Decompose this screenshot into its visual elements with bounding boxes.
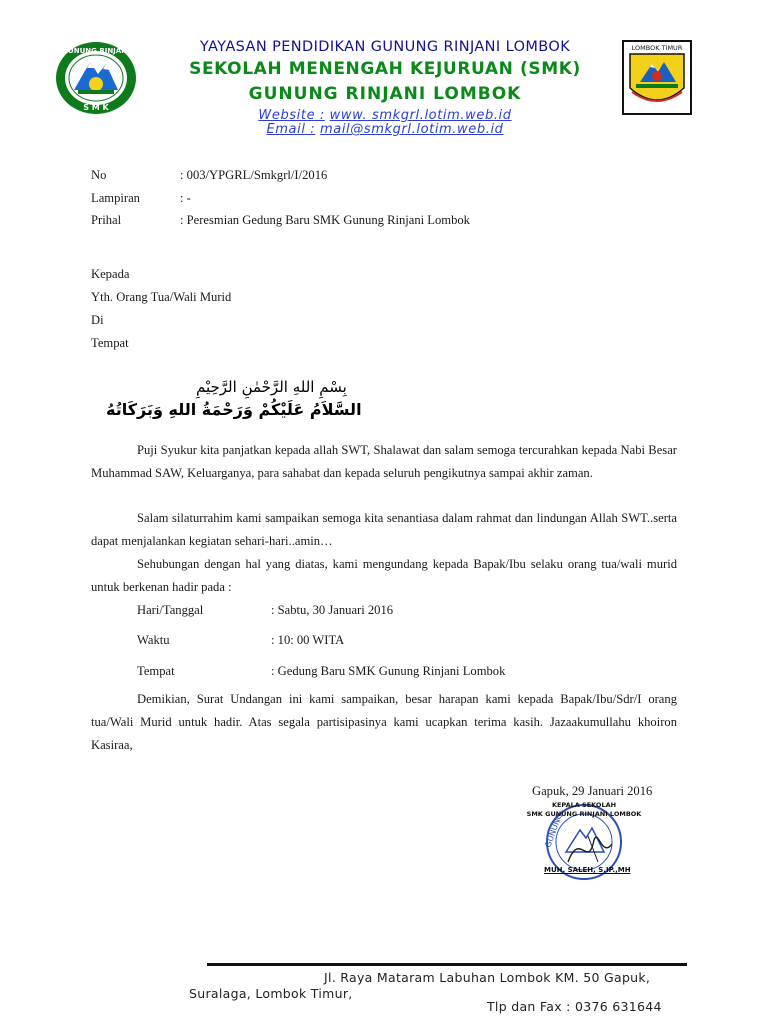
website-line [150, 108, 620, 123]
prihal-value: : Peresmian Gedung Baru SMK Gunung Rinjani Lombok [180, 213, 470, 227]
detail-label-time: Waktu [137, 633, 170, 647]
foundation-name: YAYASAN PENDIDIKAN GUNUNG RINJANI LOMBOK [199, 39, 571, 55]
email-link[interactable]: mail@smkgrl.lotim.web.id [320, 122, 504, 137]
lampiran-label: Lampiran [91, 191, 140, 205]
signer-name: MUH. SALEH, S.IP.,MH [544, 866, 631, 874]
paragraph-invitation-text: Sehubungan dengan hal yang diatas, kami mengundang kepada Bapak/Ibu selaku orang tua/wali murid untuk berkenan hadir pada : [91, 557, 677, 594]
website-link[interactable]: www. smkgrl.lotim.web.id [329, 108, 512, 123]
signer-title-2: SMK GUNUNG RINJANI LOMBOK [526, 810, 642, 818]
salam: السَّلاَمُ عَلَيْكُمْ وَرَحْمَةُ اللهِ وَبَرَكَاتُهُ [106, 400, 362, 419]
paragraph-salam-text: Salam silaturrahim kami sampaikan semoga kita senantiasa dalam rahmat dan lindungan Allah SWT..serta dapat menjalankan kegiatan sehari-hari..amin… [91, 511, 677, 548]
paragraph-closing-text: Demikian, Surat Undangan ini kami sampaikan, besar harapan kami kepada Bapak/Ibu/Sdr/I orang tua/Wali Murid untuk hadir. Atas segala partisipasinya kami ucapkan terima kasih. Jazaakumullahu khoiron Kasiraa, [91, 692, 677, 752]
svg-text:GUNUNG: GUNUNG [543, 811, 565, 849]
paragraph-invitation [91, 553, 677, 599]
prihal-label: Prihal [91, 213, 122, 227]
footer-address-1: Jl. Raya Mataram Labuhan Lombok KM. 50 Gapuk, [324, 970, 651, 985]
svg-text:S M K: S M K [83, 103, 109, 112]
school-name-line1: SEKOLAH MENENGAH KEJURUAN (SMK) [189, 59, 581, 79]
signature-stamp-block [528, 800, 640, 880]
detail-value-date: : Sabtu, 30 Januari 2016 [271, 603, 394, 617]
regency-emblem [622, 40, 692, 115]
svg-text:GUNUNG RINJANI: GUNUNG RINJANI [62, 47, 130, 55]
recipient-tempat: Tempat [91, 336, 129, 350]
recipient-kepada: Kepada [91, 267, 130, 281]
basmalah: بِسْمِ اللهِ الرَّحْمٰنِ الرَّحِيْمِ [196, 378, 347, 396]
paragraph-closing [91, 688, 677, 756]
detail-label-date: Hari/Tanggal [137, 603, 204, 617]
paragraph-salam [91, 507, 677, 553]
detail-value-time: : 10: 00 WITA [271, 633, 345, 647]
footer-rule [207, 963, 687, 966]
lampiran-value: : - [180, 191, 191, 205]
footer-address-2: Suralaga, Lombok Timur, [189, 986, 353, 1001]
signer-title-1: KEPALA SEKOLAH [551, 801, 617, 809]
recipient-yth: Yth. Orang Tua/Wali Murid [91, 290, 232, 304]
footer-phone: Tlp dan Fax : 0376 631644 [487, 999, 662, 1014]
detail-label-place: Tempat [137, 664, 175, 678]
school-logo [54, 40, 138, 116]
paragraph-opening-text: Puji Syukur kita panjatkan kepada allah SWT, Shalawat dan salam semoga tercurahkan kepada Nabi Besar Muhammad SAW, Keluarganya, para sahabat dan kepada seluruh pengikutnya sampai akhir zaman. [91, 443, 677, 480]
no-value: : 003/YPGRL/Smkgrl/I/2016 [180, 168, 328, 182]
email-label: Email : [266, 122, 316, 137]
detail-value-place: : Gedung Baru SMK Gunung Rinjani Lombok [271, 664, 506, 678]
email-line [150, 122, 620, 137]
no-label: No [91, 168, 107, 182]
school-name-line2: GUNUNG RINJANI LOMBOK [248, 84, 522, 104]
place-date: Gapuk, 29 Januari 2016 [532, 784, 653, 798]
paragraph-opening [91, 439, 677, 485]
website-label: Website : [258, 108, 325, 123]
svg-text:LOMBOK TIMUR: LOMBOK TIMUR [631, 44, 683, 52]
recipient-di: Di [91, 313, 104, 327]
